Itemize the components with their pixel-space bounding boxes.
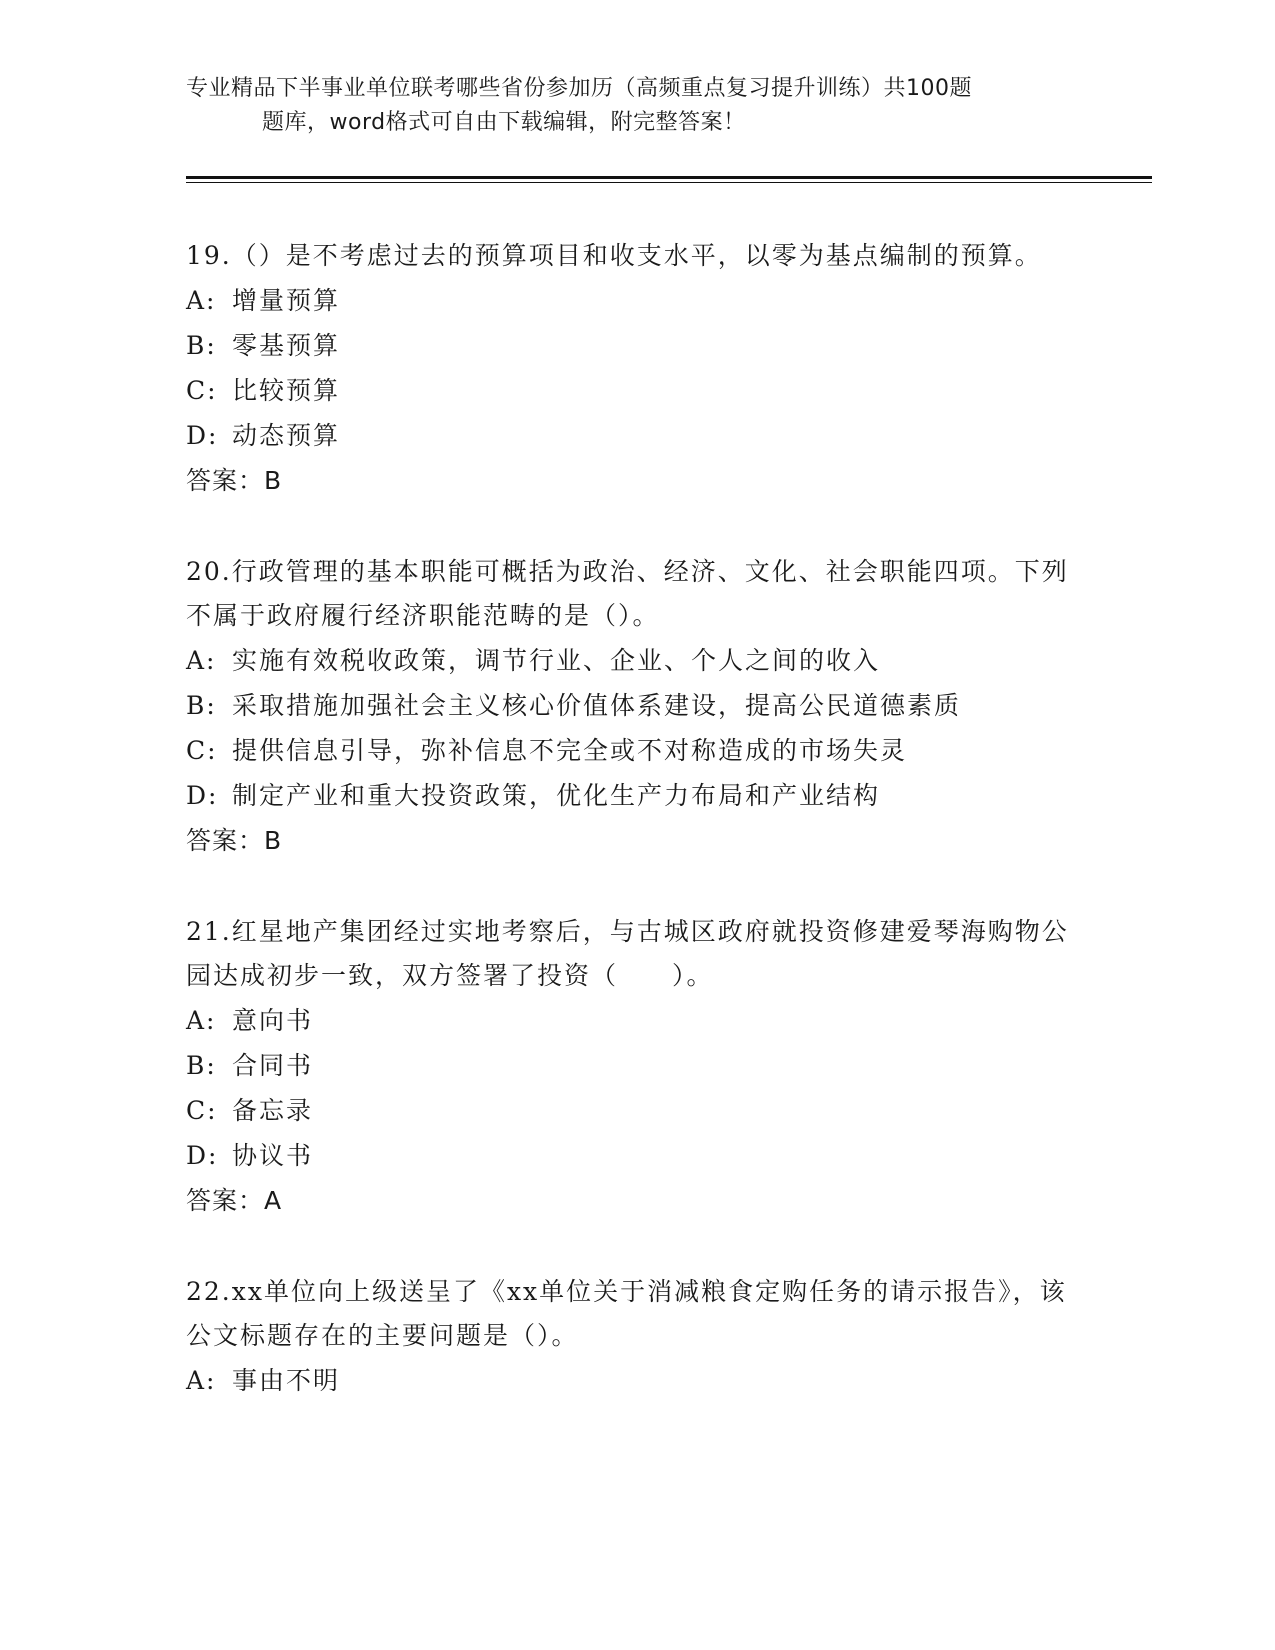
question-text: 21.红星地产集团经过实地考察后，与古城区政府就投资修建爱琴海购物公园达成初步一致，双方签署了投资（ ）。 — [186, 917, 1069, 990]
option-text: 合同书 — [232, 1051, 314, 1080]
option-b — [186, 683, 1086, 728]
header-divider-thin — [186, 182, 1152, 183]
option-text: 协议书 — [232, 1141, 314, 1170]
question-text: 20.行政管理的基本职能可概括为政治、经济、文化、社会职能四项。下列不属于政府履行经济职能范畴的是（）。 — [186, 557, 1069, 630]
header-title-line1: 专业精品下半事业单位联考哪些省份参加历（高频重点复习提升训练）共100题 — [186, 76, 972, 101]
question-19 — [186, 234, 1086, 504]
option-key: D: — [186, 421, 219, 450]
answer-line: 答案：A — [186, 1186, 283, 1215]
option-key: B: — [186, 691, 217, 720]
option-b — [186, 323, 1086, 368]
option-a — [186, 1358, 1086, 1403]
option-key: A: — [186, 1006, 217, 1035]
option-c — [186, 1088, 1086, 1133]
option-key: D: — [186, 1141, 219, 1170]
option-text: 事由不明 — [232, 1366, 341, 1395]
option-key: A: — [186, 646, 217, 675]
option-key: A: — [186, 286, 217, 315]
answer-line: 答案：B — [186, 466, 283, 495]
option-key: C: — [186, 736, 218, 765]
option-key: D: — [186, 781, 219, 810]
option-d — [186, 773, 1086, 818]
option-text: 动态预算 — [232, 421, 341, 450]
question-21 — [186, 910, 1086, 1224]
question-22 — [186, 1270, 1086, 1403]
option-text: 零基预算 — [232, 331, 341, 360]
question-20 — [186, 550, 1086, 864]
document-header — [186, 72, 1066, 140]
option-text: 提供信息引导，弥补信息不完全或不对称造成的市场失灵 — [232, 736, 908, 765]
option-text: 实施有效税收政策，调节行业、企业、个人之间的收入 — [232, 646, 881, 675]
option-key: B: — [186, 1051, 217, 1080]
option-d — [186, 1133, 1086, 1178]
option-text: 备忘录 — [232, 1096, 314, 1125]
option-d — [186, 413, 1086, 458]
option-c — [186, 728, 1086, 773]
option-text: 比较预算 — [232, 376, 341, 405]
question-text: 19.（）是不考虑过去的预算项目和收支水平，以零为基点编制的预算。 — [186, 241, 1042, 270]
header-divider-thick — [186, 176, 1152, 179]
option-key: C: — [186, 376, 218, 405]
option-text: 增量预算 — [232, 286, 341, 315]
option-a — [186, 638, 1086, 683]
option-key: B: — [186, 331, 217, 360]
option-key: C: — [186, 1096, 218, 1125]
option-text: 制定产业和重大投资政策，优化生产力布局和产业结构 — [232, 781, 881, 810]
option-a — [186, 278, 1086, 323]
option-text: 采取措施加强社会主义核心价值体系建设，提高公民道德素质 — [232, 691, 962, 720]
header-title-line2: 题库，word格式可自由下载编辑，附完整答案！ — [262, 110, 746, 135]
answer-line: 答案：B — [186, 826, 283, 855]
option-c — [186, 368, 1086, 413]
option-text: 意向书 — [232, 1006, 314, 1035]
question-text: 22.xx单位向上级送呈了《xx单位关于消减粮食定购任务的请示报告》，该公文标题存在的主要问题是（）。 — [186, 1277, 1067, 1350]
option-a — [186, 998, 1086, 1043]
question-list — [186, 234, 1086, 1449]
option-b — [186, 1043, 1086, 1088]
option-key: A: — [186, 1366, 217, 1395]
